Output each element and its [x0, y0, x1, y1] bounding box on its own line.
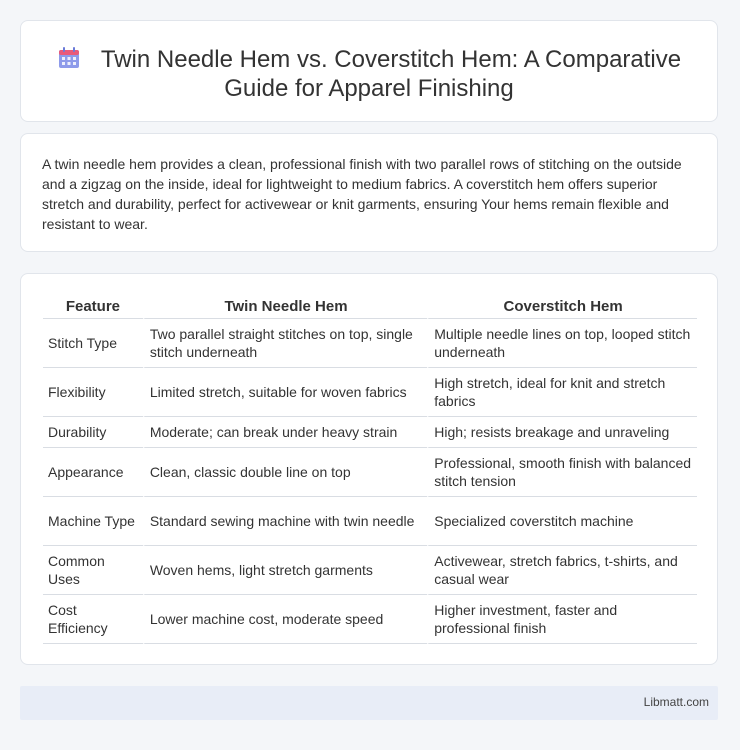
- summary-card: [20, 133, 718, 252]
- twin-needle-cell: Limited stretch, suitable for woven fabrics: [143, 368, 427, 417]
- coverstitch-cell: Activewear, stretch fabrics, t-shirts, and casual wear: [427, 546, 697, 595]
- table-row: [43, 497, 697, 546]
- table-row: [43, 595, 697, 644]
- feature-cell: Flexibility: [43, 368, 143, 417]
- header-feature: Feature: [43, 294, 143, 319]
- coverstitch-cell: Multiple needle lines on top, looped stitch underneath: [427, 319, 697, 368]
- table-row: [43, 546, 697, 595]
- footer-brand-link[interactable]: Libmatt.com: [643, 695, 709, 709]
- comparison-card: [20, 273, 718, 665]
- calendar-icon: [57, 46, 81, 70]
- feature-cell: Appearance: [43, 448, 143, 497]
- feature-cell: Machine Type: [43, 497, 143, 546]
- twin-needle-cell: Moderate; can break under heavy strain: [143, 417, 427, 448]
- feature-cell: Stitch Type: [43, 319, 143, 368]
- twin-needle-cell: Clean, classic double line on top: [143, 448, 427, 497]
- coverstitch-cell: Higher investment, faster and professional finish: [427, 595, 697, 644]
- page-title-text: Twin Needle Hem vs. Coverstitch Hem: A Comparative Guide for Apparel Finishing: [100, 46, 682, 102]
- table-row: [43, 417, 697, 448]
- table-header-row: [43, 294, 697, 319]
- coverstitch-cell: High stretch, ideal for knit and stretch fabrics: [427, 368, 697, 417]
- twin-needle-cell: Standard sewing machine with twin needle: [143, 497, 427, 546]
- twin-needle-cell: Lower machine cost, moderate speed: [143, 595, 427, 644]
- table-row: [43, 448, 697, 497]
- feature-cell: Durability: [43, 417, 143, 448]
- header-twin-needle: Twin Needle Hem: [143, 294, 427, 319]
- table-row: [43, 319, 697, 368]
- feature-cell: Cost Efficiency: [43, 595, 143, 644]
- header-coverstitch: Coverstitch Hem: [427, 294, 697, 319]
- coverstitch-cell: Professional, smooth finish with balanced stitch tension: [427, 448, 697, 497]
- coverstitch-cell: High; resists breakage and unraveling: [427, 417, 697, 448]
- twin-needle-cell: Two parallel straight stitches on top, single stitch underneath: [143, 319, 427, 368]
- twin-needle-cell: Woven hems, light stretch garments: [143, 546, 427, 595]
- summary-text: A twin needle hem provides a clean, professional finish with two parallel rows of stitching on the outside and a zigzag on the inside, ideal for lightweight to medium fabrics. A coverstitch hem offers superior stretch and durability, perfect for activewear or knit garments, ensuring Your hems remain flexible and resistant to wear.: [42, 156, 682, 232]
- coverstitch-cell: Specialized coverstitch machine: [427, 497, 697, 546]
- comparison-table: [43, 294, 697, 644]
- feature-cell: Common Uses: [43, 546, 143, 595]
- footer-bar: [20, 686, 718, 720]
- table-row: [43, 368, 697, 417]
- page-title: [21, 45, 717, 103]
- title-card: [20, 20, 718, 122]
